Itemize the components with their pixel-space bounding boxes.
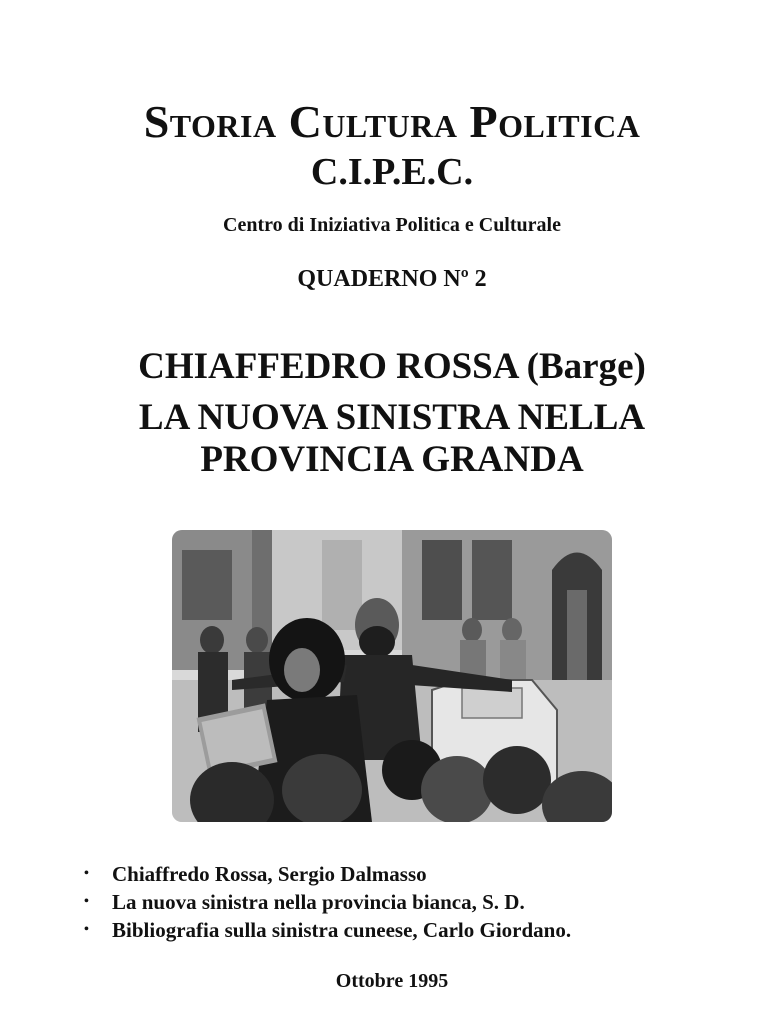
contents-item-text: Bibliografia sulla sinistra cuneese, Carlo Giordano. (112, 918, 572, 942)
publication-date: Ottobre 1995 (335, 970, 449, 992)
contents-item-text: Chiaffredo Rossa, Sergio Dalmasso (112, 862, 427, 886)
series-title: Storia Cultura Politica (143, 96, 641, 147)
contents-item (84, 916, 764, 944)
issue-label: QUADERNO Nº 2 (297, 266, 487, 292)
bullet-icon: • (84, 866, 89, 881)
contents-list (84, 860, 764, 944)
title-line-3: PROVINCIA GRANDA (200, 439, 584, 480)
org-acronym: C.I.P.E.C. (310, 151, 474, 193)
title-line-1: CHIAFFEDRO ROSSA (Barge) (138, 346, 646, 387)
contents-item (84, 888, 764, 916)
contents-item (84, 860, 764, 888)
bullet-icon: • (84, 894, 89, 909)
org-full-name: Centro di Iniziativa Politica e Culturale (223, 214, 561, 236)
contents-item-text: La nuova sinistra nella provincia bianca, S. D. (112, 890, 525, 914)
bullet-icon: • (84, 922, 89, 937)
title-line-2: LA NUOVA SINISTRA NELLA (138, 397, 646, 438)
cover-photo (172, 530, 612, 822)
document-title (0, 346, 784, 481)
